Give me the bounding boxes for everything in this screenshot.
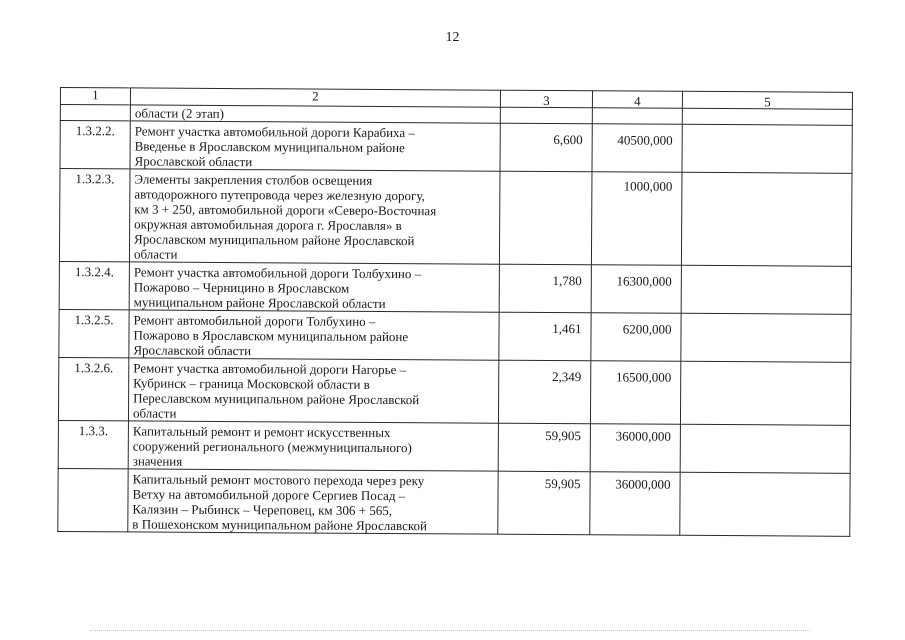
item-description xyxy=(129,262,499,312)
description-line: Ярославской области xyxy=(134,153,253,170)
description-line: значения xyxy=(132,453,183,469)
continuation-num-cell xyxy=(60,105,130,121)
description-line: сооружений регионального (межмуниципального) xyxy=(132,438,412,456)
column-5-cell xyxy=(681,172,852,266)
amount-value: 1000,000 xyxy=(591,172,682,266)
scan-artifact-line xyxy=(90,630,810,633)
program-table xyxy=(57,87,853,537)
description-line: Пожарово – Черницино в Ярославском xyxy=(133,279,350,296)
description-line: области xyxy=(133,246,178,262)
description-line: Ремонт участка автомобильной дороги Толбухино – xyxy=(133,264,422,282)
length-km-value: 2,349 xyxy=(498,360,590,424)
page-number: 12 xyxy=(445,30,460,45)
description-line: области xyxy=(132,405,177,421)
continuation-col4 xyxy=(592,108,682,125)
item-number: 1.3.2.4. xyxy=(59,261,129,309)
description-line: км 3 + 250, автомобильной дороги «Северо-Восточная xyxy=(134,201,437,219)
length-km-value: 1,780 xyxy=(499,264,591,313)
description-line: Кубринск – граница Московской области в xyxy=(133,375,370,392)
description-line: Ремонт участка автомобильной дороги Карабиха – xyxy=(134,123,415,141)
item-number: 1.3.3. xyxy=(58,420,128,468)
amount-value: 36000,000 xyxy=(590,472,680,536)
item-description xyxy=(128,469,498,534)
amount-value: 16300,000 xyxy=(591,265,681,314)
description-line: Ветху на автомобильной дороге Сергиев Посад – xyxy=(132,486,406,504)
amount-value: 16500,000 xyxy=(590,361,680,425)
column-header-5: 5 xyxy=(682,91,852,109)
description-line: Капитальный ремонт и ремонт искусственных xyxy=(132,423,391,441)
column-header-2: 2 xyxy=(130,88,500,107)
item-number: 1.3.2.3. xyxy=(59,169,130,262)
item-description xyxy=(128,421,498,471)
length-km-value: 1,461 xyxy=(499,312,591,361)
description-line: окружная автомобильная дорога г. Ярославля» в xyxy=(134,216,402,234)
table-row xyxy=(59,261,851,314)
description-line: Ремонт автомобильной дороги Толбухино – xyxy=(133,312,376,329)
column-5-cell xyxy=(681,313,851,362)
length-km-value: 6,600 xyxy=(500,123,592,172)
length-km-value: 59,905 xyxy=(498,423,590,472)
description-line: Калязин – Рыбинск – Череповец, км 306 + 565, xyxy=(132,501,393,519)
amount-value: 40500,000 xyxy=(592,124,682,173)
description-line: в Пошехонском муниципальном районе Ярославской xyxy=(132,516,428,534)
column-header-3: 3 xyxy=(500,90,592,108)
description-line: Элементы закрепления столбов освещения xyxy=(134,171,373,188)
continuation-col5 xyxy=(682,108,852,125)
item-number: 1.3.2.2. xyxy=(60,121,130,169)
continuation-text: области (2 этап) xyxy=(130,105,500,123)
table-row xyxy=(58,468,850,536)
description-line: Введенье в Ярославском муниципальном районе xyxy=(134,138,405,156)
description-line: Капитальный ремонт мостового перехода через реку xyxy=(132,471,425,489)
amount-value: 36000,000 xyxy=(590,424,680,473)
description-line: муниципальном районе Ярославской области xyxy=(133,294,386,311)
description-line: Ярославском муниципальном районе Ярославской xyxy=(134,231,415,249)
column-header-1: 1 xyxy=(60,88,130,105)
description-line: автодорожного путепровода через железную дорогу, xyxy=(134,186,425,204)
table-row xyxy=(59,309,851,362)
table-row xyxy=(58,420,850,473)
item-description xyxy=(129,310,499,360)
column-5-cell xyxy=(681,265,851,314)
item-description xyxy=(128,358,498,423)
description-line: Пожарово в Ярославском муниципальном районе xyxy=(133,327,409,345)
column-5-cell xyxy=(680,472,850,536)
item-number: 1.3.2.6. xyxy=(58,357,128,420)
description-line: Ремонт участка автомобильной дороги Нагорье – xyxy=(133,360,407,378)
item-description xyxy=(130,121,500,171)
column-header-4: 4 xyxy=(592,91,682,109)
amount-value: 6200,000 xyxy=(591,313,681,362)
table-row xyxy=(59,169,852,267)
column-5-cell xyxy=(680,361,850,425)
length-km-value xyxy=(499,171,592,265)
description-line: Переславском муниципальном районе Ярославской xyxy=(133,390,420,408)
item-number: 1.3.2.5. xyxy=(59,309,129,357)
column-5-cell xyxy=(682,124,852,173)
item-number xyxy=(58,468,128,531)
column-5-cell xyxy=(680,424,850,473)
length-km-value: 59,905 xyxy=(498,471,590,535)
document-table xyxy=(57,87,852,537)
table-row xyxy=(58,357,850,425)
continuation-col3 xyxy=(500,107,592,124)
description-line: Ярославской области xyxy=(133,342,252,359)
item-description xyxy=(129,169,500,264)
table-row xyxy=(60,121,852,174)
